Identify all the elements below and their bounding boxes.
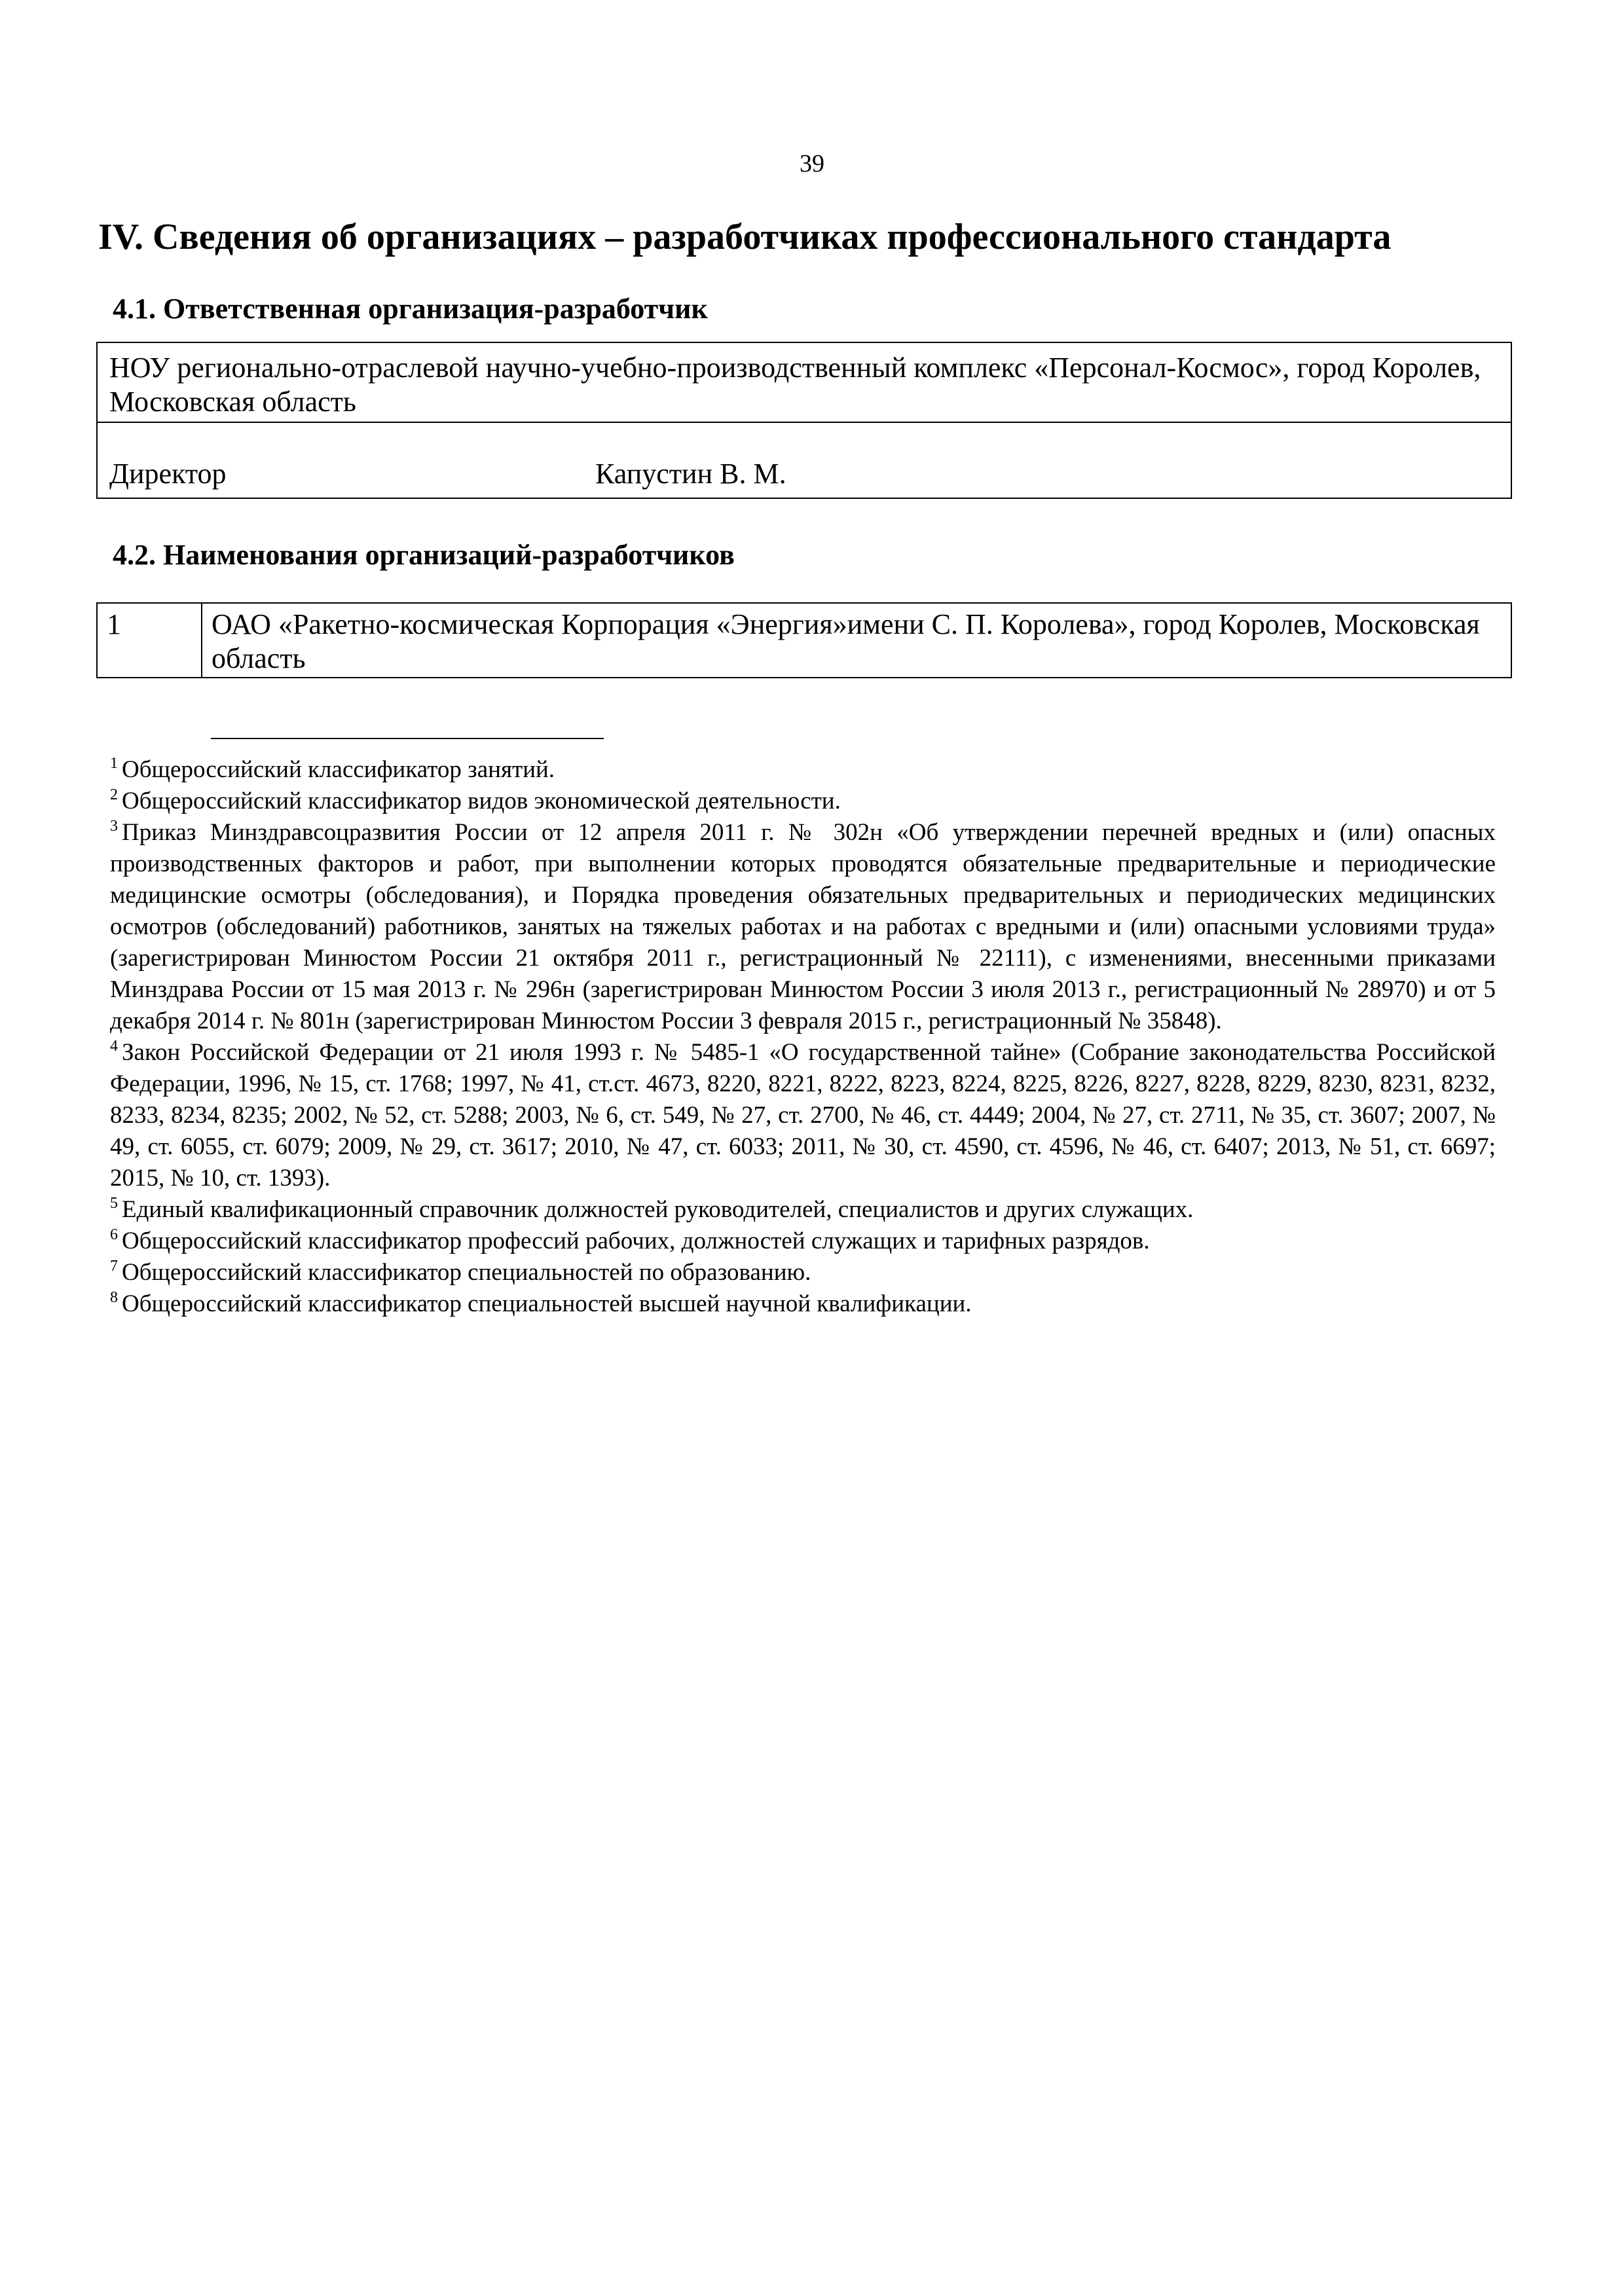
footnote <box>110 1226 1496 1257</box>
signatory-row <box>98 423 1511 498</box>
footnote-mark: 2 <box>110 786 118 803</box>
footnote-text: Общероссийский классификатор видов экономической деятельности. <box>122 788 841 814</box>
footnote-text: Закон Российской Федерации от 21 июля 1993 г. № 5485-1 «О государственной тайне» (Собрание законодательства Российской Федерации, 1996, № 15, ст. 1768; 1997, № 41, ст.ст. 4673, 8220, 8221, 8222, 8223, 8224, 8225, 8226, 8227, 8228, 8229, 8230, 8231, 8232, 8233, 8234, 8235; 2002, № 52, ст. 5288; 2003, № 6, ст. 549, № 27, ст. 2700, № 46, ст. 4449; 2004, № 27, ст. 2711, № 35, ст. 3607; 2007, № 49, ст. 6055, ст. 6079; 2009, № 29, ст. 3617; 2010, № 47, ст. 6033; 2011, № 30, ст. 4590, ст. 4596, № 46, ст. 6407; 2013, № 51, ст. 6697; 2015, № 10, ст. 1393). <box>110 1039 1496 1192</box>
footnote-mark: 4 <box>110 1038 118 1055</box>
page-number: 39 <box>800 150 824 177</box>
developer-org-name: ОАО «Ракетно-космическая Корпорация «Энергия»имени С. П. Королева», город Королев, Московская область <box>202 603 1511 678</box>
responsible-org-name: НОУ регионально-отраслевой научно-учебно-производственный комплекс «Персонал-Космос», город Королев, Московская область <box>98 343 1511 423</box>
footnote-text: Общероссийский классификатор занятий. <box>122 756 555 783</box>
footnote <box>110 817 1496 1037</box>
signatory-name: Капустин В. М. <box>595 458 786 490</box>
footnote-mark: 1 <box>110 755 118 772</box>
footnote <box>110 1257 1496 1288</box>
footnote-mark: 6 <box>110 1226 118 1243</box>
footnote-separator <box>211 738 604 739</box>
footnote <box>110 754 1496 786</box>
footnote <box>110 1288 1496 1320</box>
developer-orgs-table <box>96 602 1512 678</box>
table-row <box>97 603 1511 678</box>
responsible-org-heading: 4.1. Ответственная организация-разработчик <box>113 293 708 325</box>
footnote-mark: 8 <box>110 1289 118 1306</box>
row-number: 1 <box>97 603 202 678</box>
footnote-text: Приказ Минздравсоцразвития России от 12 апреля 2011 г. № 302н «Об утверждении перечней вредных и (или) опасных производственных факторов и работ, при выполнении которых проводятся обязательные предварительные и периодические медицинские осмотры (обследования), и Порядка проведения обязательных предварительных и периодических медицинских осмотров (обследований) работников, занятых на тяжелых работах и на работах с вредными и (или) опасными условиями труда» (зарегистрирован Минюстом России 21 октября 2011 г., регистрационный № 22111), с изменениями, внесенными приказами Минздрава России от 15 мая 2013 г. № 296н (зарегистрирован Минюстом России 3 июля 2013 г., регистрационный № 28970) и от 5 декабря 2014 г. № 801н (зарегистрирован Минюстом России 3 февраля 2015 г., регистрационный № 35848). <box>110 819 1496 1034</box>
footnote <box>110 786 1496 817</box>
footnote-text: Общероссийский классификатор специальностей по образованию. <box>122 1259 811 1286</box>
footnote <box>110 1194 1496 1226</box>
footnote-text: Общероссийский классификатор профессий рабочих, должностей служащих и тарифных разрядов. <box>122 1228 1150 1254</box>
footnote-text: Единый квалификационный справочник должностей руководителей, специалистов и других служащих. <box>122 1196 1194 1223</box>
footnote-mark: 5 <box>110 1195 118 1212</box>
footnote-mark: 3 <box>110 818 118 835</box>
signatory-position: Директор <box>109 458 227 490</box>
footnote-mark: 7 <box>110 1258 118 1275</box>
responsible-org-box <box>96 342 1512 499</box>
developer-orgs-heading: 4.2. Наименования организаций-разработчиков <box>113 539 735 571</box>
footnote <box>110 1037 1496 1194</box>
section-title: IV. Сведения об организациях – разработчиках профессионального стандарта <box>98 217 1392 257</box>
footnotes <box>110 754 1496 1320</box>
footnote-text: Общероссийский классификатор специальностей высшей научной квалификации. <box>122 1290 972 1317</box>
